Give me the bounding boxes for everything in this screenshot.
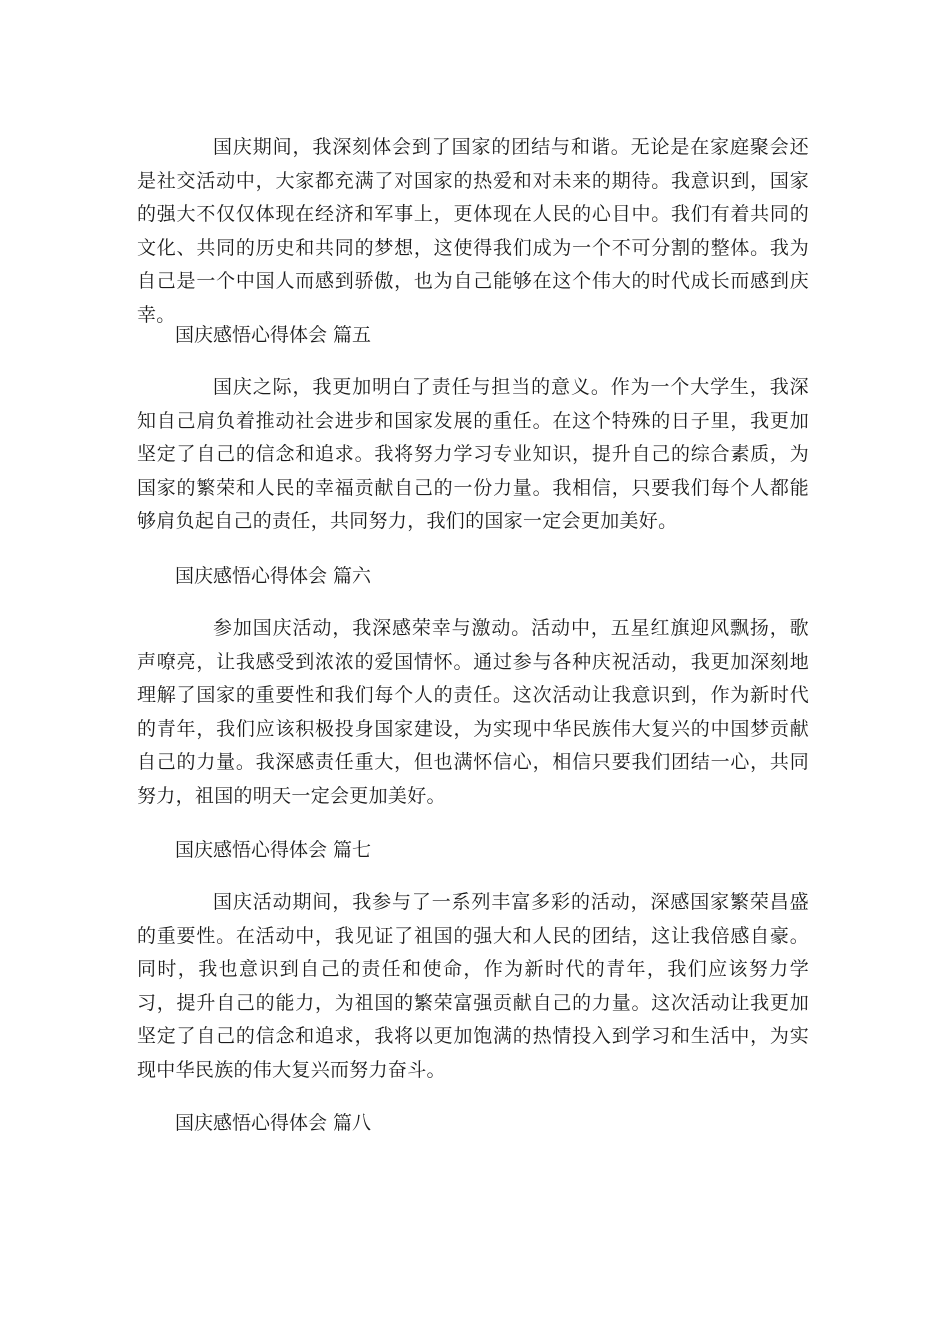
body-paragraph: 国庆期间，我深刻体会到了国家的团结与和谐。无论是在家庭聚会还是社交活动中，大家都充满了对国家的热爱和对未来的期待。我意识到，国家的强大不仅仅体现在经济和军事上，更体现在人民的心目中。我们有着共同的文化、共同的历史和共同的梦想，这使得我们成为一个不可分割的整体。我为自己是一个中国人而感到骄傲，也为自己能够在这个伟大的时代成长而感到庆幸。 bbox=[137, 136, 809, 326]
body-paragraph: 国庆之际，我更加明白了责任与担当的意义。作为一个大学生，我深知自己肩负着推动社会进步和国家发展的重任。在这个特殊的日子里，我更加坚定了自己的信念和追求。我将努力学习专业知识，提升自己的综合素质，为国家的繁荣和人民的幸福贡献自己的一份力量。我相信，只要我们每个人都能够肩负起自己的责任，共同努力，我们的国家一定会更加美好。 bbox=[137, 376, 809, 533]
section-heading: 国庆感悟心得体会 篇六 bbox=[175, 565, 372, 587]
body-paragraph: 参加国庆活动，我深感荣幸与激动。活动中，五星红旗迎风飘扬，歌声嘹亮，让我感受到浓浓的爱国情怀。通过参与各种庆祝活动，我更加深刻地理解了国家的重要性和我们每个人的责任。这次活动让我意识到，作为新时代的青年，我们应该积极投身国家建设，为实现中华民族伟大复兴的中国梦贡献自己的力量。我深感责任重大，但也满怀信心，相信只要我们团结一心，共同努力，祖国的明天一定会更加美好。 bbox=[137, 617, 809, 807]
section-heading: 国庆感悟心得体会 篇七 bbox=[175, 839, 372, 861]
section-heading: 国庆感悟心得体会 篇八 bbox=[175, 1112, 372, 1134]
section-heading: 国庆感悟心得体会 篇五 bbox=[175, 324, 372, 346]
body-paragraph: 国庆活动期间，我参与了一系列丰富多彩的活动，深感国家繁荣昌盛的重要性。在活动中，我见证了祖国的强大和人民的团结，这让我倍感自豪。同时，我也意识到自己的责任和使命，作为新时代的青年，我们应该努力学习，提升自己的能力，为祖国的繁荣富强贡献自己的力量。这次活动让我更加坚定了自己的信念和追求，我将以更加饱满的热情投入到学习和生活中，为实现中华民族的伟大复兴而努力奋斗。 bbox=[137, 891, 809, 1081]
